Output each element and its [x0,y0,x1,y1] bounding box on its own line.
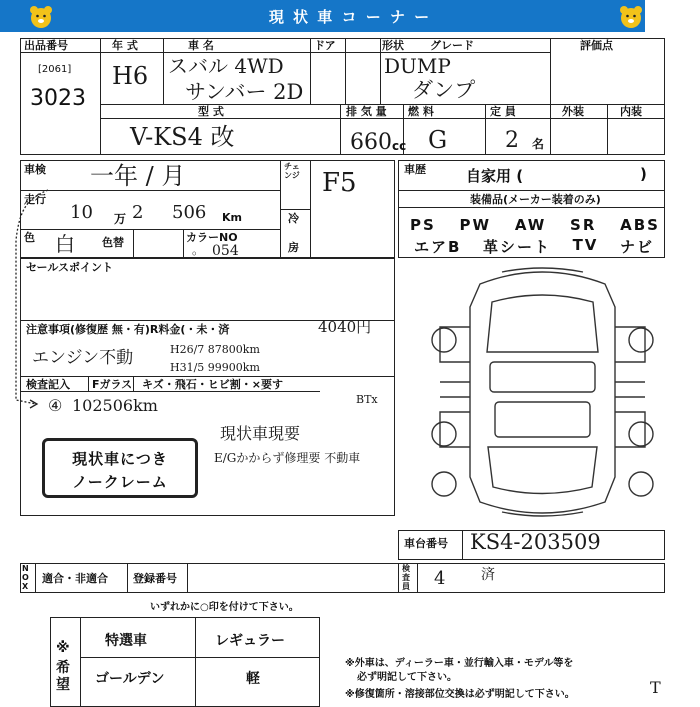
hand-engine-note: エンジン不動 [32,348,134,368]
label-km: Km [222,211,242,224]
equip-tv: TV [572,236,599,254]
history-close: ) [640,165,647,183]
hand-mileage-c: 506 [172,202,207,223]
hand-history-1: H26/7 87800km [170,343,260,356]
hand-odometer: 102506km [72,396,158,415]
label-registration-no: 登録番号 [133,572,177,585]
label-cold: 冷 [288,212,299,225]
label-car-name: 車 名 [188,39,214,52]
hand-grade-jp: ダンプ [412,78,476,102]
hand-inspector: 4 [434,568,446,589]
hand-maker: スバル 4WD [168,54,284,78]
equip-navi: ナビ [619,238,654,256]
top-info-grid [20,38,665,155]
footnote-2: 必ず明記して下さい。 [357,672,457,683]
label-color: 色 [24,231,35,244]
label-change: チェンジ [284,162,300,180]
equipment-title: 装備品(メーカー装着のみ) [470,193,601,206]
hand-history-2: H31/5 99900km [170,361,260,374]
label-fglass: Fガラス [92,378,133,391]
lot-reference: [2061] [38,64,72,75]
label-inspect: 検査記入 [26,378,70,391]
label-nox-options: 適合・非適合 [42,572,108,585]
equip-aw: AW [514,216,547,234]
hand-grade-en: DUMP [384,54,451,78]
footnote-1: ※外車は、ディーラー車・並行輸入車・モデル等を [345,658,574,669]
label-shaken: 車検 [24,163,46,176]
label-color-change: 色替 [102,236,124,249]
mark-asterisk: ※ [56,640,70,656]
option-golden[interactable]: ゴールデン [95,671,165,687]
hand-year: H6 [112,62,149,90]
hand-mileage-b: 2 [132,202,144,223]
hand-fuel: G [428,126,448,154]
stamp-line-1: 現状車につき [72,450,168,468]
hand-mileage-a: 10 [70,202,93,223]
label-fuel: 燃 料 [408,105,434,118]
label-item-no: 出品番号 [24,39,68,52]
hand-remark-2: E/Gかからず修理要 不動車 [214,451,361,465]
circle-instruction: いずれかに○印を付けて下さい。 [150,602,299,613]
label-man: 万 [114,212,127,226]
hand-inspector-mark: 済 [481,567,495,583]
label-door: ドア [314,39,336,52]
label-year: 年 式 [112,39,138,52]
capacity-unit: 名 [532,137,545,151]
header-bar [0,0,645,32]
label-grade: グレード [430,39,474,52]
history-value: 自家用 ( [466,167,524,185]
label-sales-point: セールスポイント [26,261,114,274]
header-title: 現 状 車 コ ー ナ ー [268,8,432,26]
label-exterior: 外装 [562,105,584,118]
hand-bt: BTx [356,393,378,406]
hand-chassis-no: KS4-203509 [470,530,601,554]
label-color-no: カラーNO [186,231,238,244]
footnote-3: ※修復箇所・溶接部位交換は必ず明記して下さい。 [345,689,575,700]
option-regular[interactable]: レギュラー [215,633,285,649]
hand-inspection: 一年 / 月 [90,162,186,190]
equip-ps: PS [410,216,436,234]
hand-car-name: サンバー 2D [185,80,304,104]
label-shape: 形状 [382,39,404,52]
bear-mascot-icon [618,4,644,30]
label-interior: 内装 [620,105,642,118]
car-damage-diagram [420,262,665,522]
equip-leather: 革シート [483,238,552,256]
label-nox: NOX [22,564,29,591]
label-notes: 注意事項(修復歴 無・有)R料金(・未・済 [26,323,230,336]
option-kei[interactable]: 軽 [246,671,260,687]
equip-sr: SR [570,216,597,234]
equipment-row-1 [410,216,660,234]
hand-r-fee: 4040円 [318,318,372,336]
label-capacity: 定 員 [490,105,516,118]
label-heater: 房 [288,241,299,254]
nox-row [20,563,665,593]
label-mileage: 走行 [24,193,46,206]
label-history: 車歴 [404,163,426,176]
hand-mark-t: T [650,678,661,697]
hand-color: 白 [55,232,75,256]
equip-pw: PW [459,216,492,234]
label-score: 評価点 [580,39,613,52]
hand-color-no-prefix: 。 [192,243,205,257]
equip-airbag: エアB [414,238,462,256]
equip-abs: ABS [620,216,660,234]
lot-number: 3023 [30,86,86,111]
hand-capacity: 2 [505,128,519,153]
option-special[interactable]: 特選車 [105,633,147,649]
label-chassis: 車台番号 [404,537,448,550]
hand-circle-mark: ④ [48,396,63,415]
hand-color-no: 054 [212,243,239,259]
label-request: 希望 [56,660,70,693]
cc-unit: cc [392,139,407,153]
hand-shift: F5 [322,168,357,198]
no-claim-stamp [42,438,198,498]
label-displacement: 排 気 量 [346,105,387,118]
label-inspect-legend: キズ・飛石・ヒビ割・×要す [142,378,283,391]
label-model: 型 式 [198,105,224,118]
odometer-arrow [0,0,63,430]
hand-remark-1: 現状車現要 [220,424,301,443]
stamp-line-2: ノークレーム [72,473,168,491]
label-inspector: 検査員 [402,564,410,591]
hand-displacement: 660 [350,130,392,155]
equipment-row-2 [414,236,654,257]
hand-model: V-KS4 改 [130,123,235,151]
